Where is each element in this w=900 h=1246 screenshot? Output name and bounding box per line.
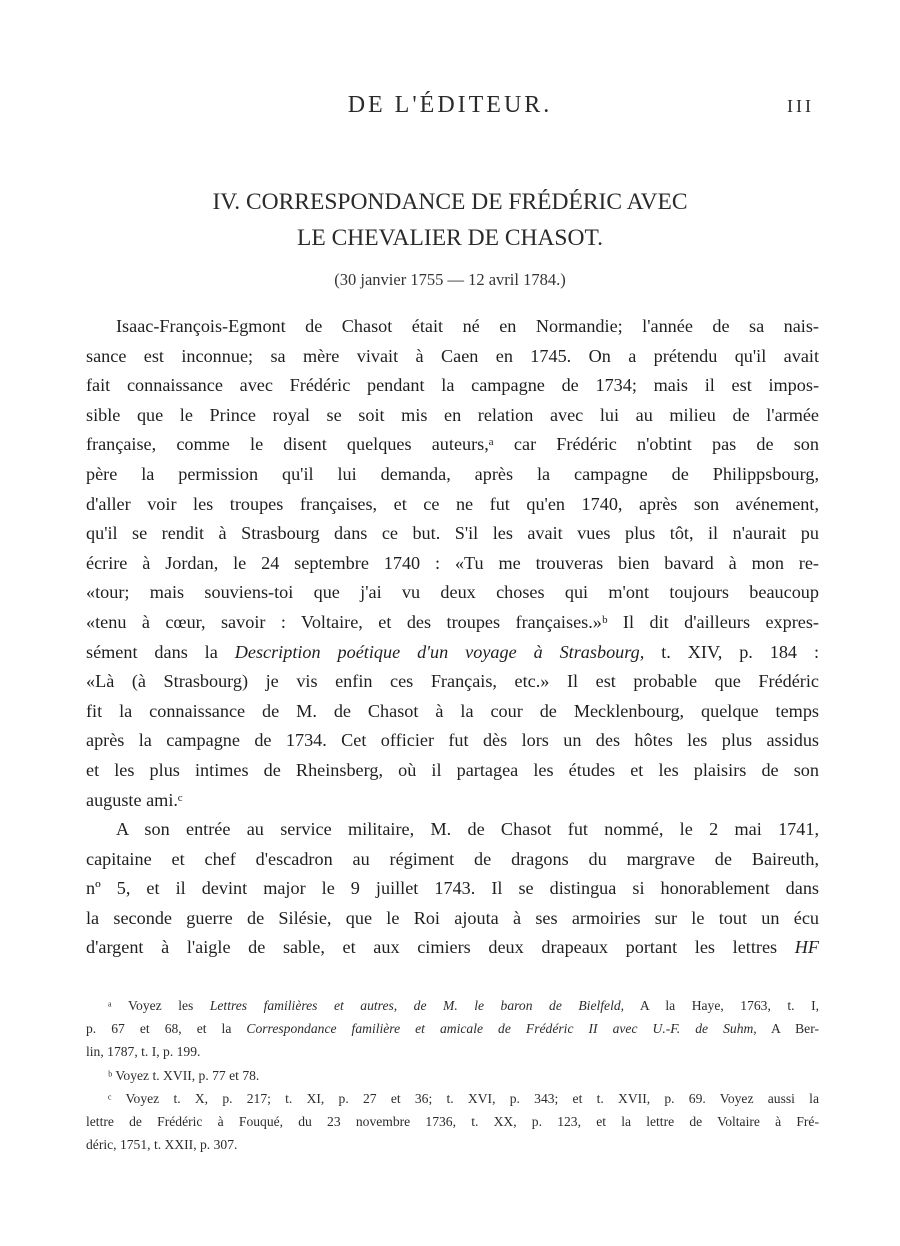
section-title xyxy=(0,184,900,256)
section-title-line-2: LE CHEVALIER DE CHASOT. xyxy=(297,225,603,251)
footnote-a-line xyxy=(86,1017,819,1040)
book-title: Lettres familières et autres, de M. le baron de Bielfeld, xyxy=(209,998,625,1013)
paragraph-line: A son entrée au service militaire, M. de Chasot fut nommé, le 2 mai 1741, xyxy=(116,819,819,840)
paragraph-line: sible que le Prince royal se soit mis en relation avec lui au milieu de l'armée xyxy=(86,404,819,425)
book-title: Correspondance familière et amicale de Frédéric II avec U.-F. de Suhm, xyxy=(246,1021,757,1037)
section-title-line-1: IV. CORRESPONDANCE DE FRÉDÉRIC AVEC xyxy=(212,189,688,215)
paragraph-line: et les plus intimes de Rheinsberg, où il partagea les études et les plaisirs de son xyxy=(86,759,819,780)
paragraph-line: «Là (à Strasbourg) je vis enfin ces Français, etc.» Il est probable que Frédéric xyxy=(86,671,819,692)
paragraph-line xyxy=(86,933,819,963)
body-text xyxy=(86,312,819,963)
footnote-a-line: lin, 1787, t. I, p. 199. xyxy=(86,1044,201,1060)
paragraph-line: auguste ami.ᶜ xyxy=(86,789,183,810)
footnote-c-line: ᶜ Voyez t. X, p. 217; t. XI, p. 27 et 36; t. XVI, p. 343; et t. XVII, p. 69. Voyez aussi la xyxy=(108,1090,819,1106)
paragraph-line xyxy=(86,638,819,668)
page-number: III xyxy=(787,96,814,116)
paragraph-line: qu'il se rendit à Strasbourg dans ce but. S'il les avait vues plus tôt, il n'aurait pu xyxy=(86,523,819,544)
paragraph-line: Isaac-François-Egmont de Chasot était né en Normandie; l'année de sa nais- xyxy=(116,316,819,336)
paragraph-line: fait connaissance avec Frédéric pendant la campagne de 1734; mais il est impos- xyxy=(86,375,819,396)
text-run: ᵃ Voyez les xyxy=(108,998,194,1013)
paragraph-line: père la permission qu'il lui demanda, après la campagne de Philippsbourg, xyxy=(86,463,819,484)
text-run: t. XIV, p. 184 : xyxy=(661,641,819,662)
paragraph-line: française, comme le disent quelques auteurs,ᵃ car Frédéric n'obtint pas de son xyxy=(86,434,819,455)
text-run: A la Haye, 1763, t. I, xyxy=(639,998,819,1013)
footnote-c-line: lettre de Frédéric à Fouqué, du 23 novembre 1736, t. XX, p. 123, et la lettre de Voltaire à Fré- xyxy=(86,1113,819,1129)
paragraph-line: «tenu à cœur, savoir : Voltaire, et des troupes françaises.»ᵇ Il dit d'ailleurs expres- xyxy=(86,611,819,632)
paragraph-line: sance est inconnue; sa mère vivait à Caen en 1745. On a prétendu qu'il avait xyxy=(86,345,819,366)
book-title: Description poétique d'un voyage à Strasbourg, xyxy=(234,641,645,662)
paragraph-line: après la campagne de 1734. Cet officier fut dès lors un des hôtes les plus assidus xyxy=(86,730,819,751)
text-run: p. 67 et 68, et la xyxy=(86,1021,232,1037)
footnotes xyxy=(86,994,819,1156)
paragraph-line: d'aller voir les troupes françaises, et ce ne fut qu'en 1740, après son avénement, xyxy=(86,493,819,514)
footnote-a-line xyxy=(86,994,819,1017)
paragraph-line: la seconde guerre de Silésie, que le Roi ajouta à ses armoiries sur le tout un écu xyxy=(86,907,819,928)
text-run: d'argent à l'aigle de sable, et aux cimiers deux drapeaux portant les lettres xyxy=(86,937,778,958)
paragraph-line: nº 5, et il devint major le 9 juillet 1743. Il se distingua si honorablement dans xyxy=(86,878,819,899)
paragraph-line: fit la connaissance de M. de Chasot à la cour de Mecklenbourg, quelque temps xyxy=(86,700,819,721)
running-head: DE L'ÉDITEUR. xyxy=(347,92,553,118)
text-run: A Ber- xyxy=(771,1021,819,1037)
paragraph-line: écrire à Jordan, le 24 septembre 1740 : «Tu me trouveras bien bavard à mon re- xyxy=(86,552,819,573)
letters-hf: HF xyxy=(794,937,819,958)
section-dates: (30 janvier 1755 — 12 avril 1784.) xyxy=(334,270,566,289)
text-run: sément dans la xyxy=(86,641,218,662)
paragraph-line: capitaine et chef d'escadron au régiment de dragons du margrave de Baireuth, xyxy=(86,848,819,869)
footnote-b: ᵇ Voyez t. XVII, p. 77 et 78. xyxy=(108,1067,260,1083)
paragraph-line: «tour; mais souviens-toi que j'ai vu deux choses qui m'ont toujours beaucoup xyxy=(86,582,819,603)
footnote-c-line: déric, 1751, t. XXII, p. 307. xyxy=(86,1137,238,1153)
